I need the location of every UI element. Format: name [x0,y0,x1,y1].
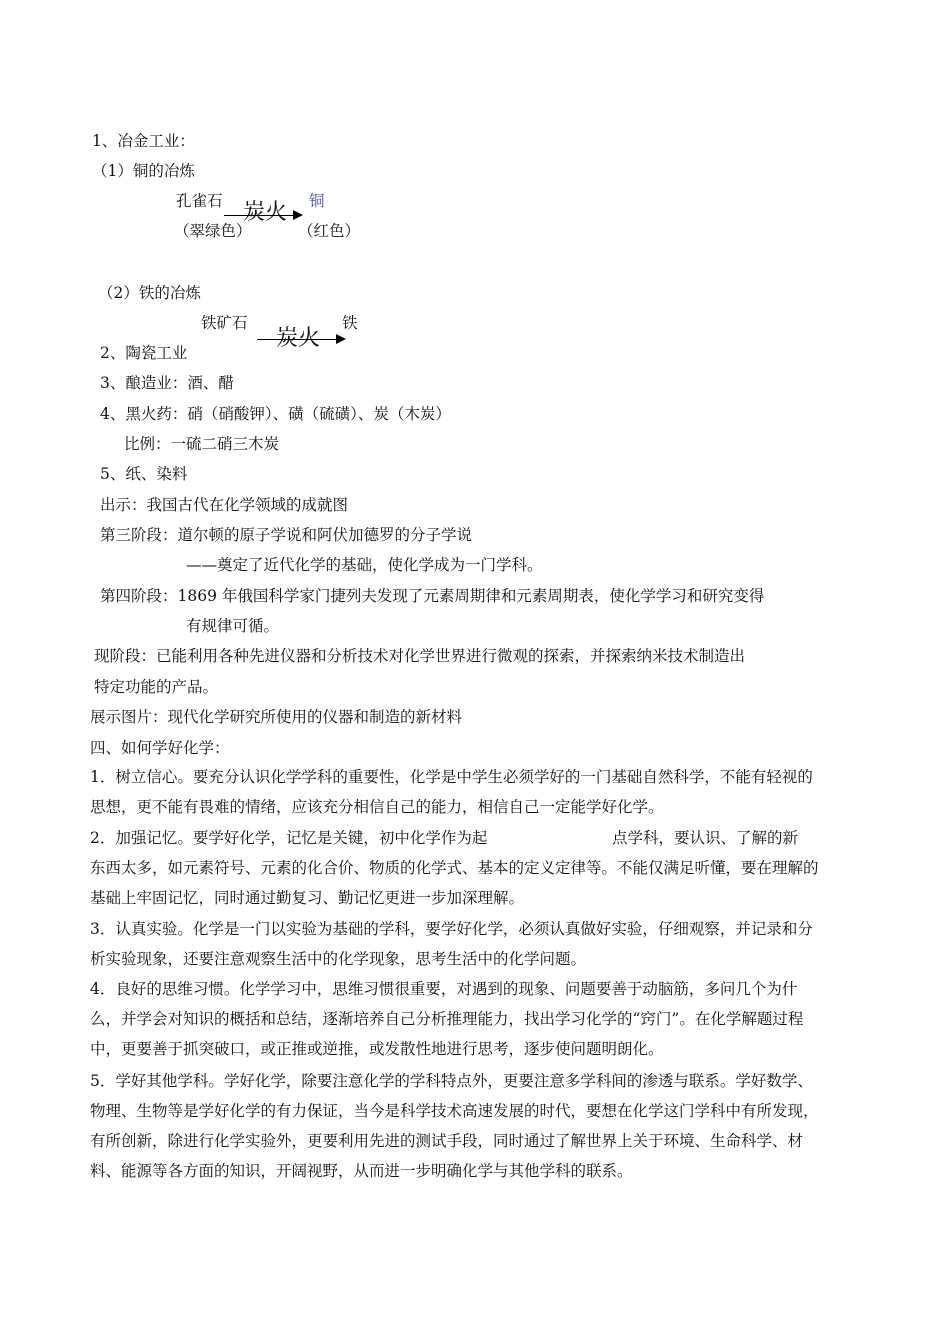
condition-charcoal-fire-2: 炭火 [276,326,321,351]
tip-other-subjects: 5．学好其他学科。学好化学，除要注意化学的学科特点外，更要注意多学科间的渗透与联系。学好数学、物理、生物等是学好化学的有力保证，当今是科学技术高速发展的时代，要想在化学这门学科中有所发现，有所创新，除进行化学实验外，更要利用先进的测试手段，同时通过了解世界上关于环境、生命科学、材料、能源等各方面的知识，开阔视野，从而进一步明确化学与其他学科的联系。 [90,1072,819,1180]
reaction-arrow [224,215,294,216]
reactant-iron-ore: 铁矿石 [201,314,248,332]
tip-memory-part1: 2．加强记忆。要学好化学，记忆是关键，初中化学作为起 [90,829,488,847]
stage-four: 第四阶段：1869 年俄国科学家门捷列夫发现了元素周期律和元素周期表，使化学学习和研究变得 [100,587,765,605]
stage-three: 第三阶段：道尔顿的原子学说和阿伏加德罗的分子学说 [100,526,473,544]
tip-experiments: 3．认真实验。化学是一门以实验为基础的学科，要学好化学，必须认真做好实验，仔细观察，并记录和分析实验现象，还要注意观察生活中的化学现象，思考生活中的化学问题。 [90,920,813,968]
item-brewing: 3、酿造业：酒、醋 [100,374,234,392]
tip-thinking-habits: 4．良好的思维习惯。化学学习中，思维习惯很重要，对遇到的现象、问题要善于动脑筋，多问几个为什么，并学会对知识的概括和总结，逐渐培养自己分析推理能力，找出学习化学的“窍门”。在化学解题过程中，更要善于抓突破口，或正推或逆推，或发散性地进行思考，逐步使问题明朗化。 [90,980,804,1058]
tip-memory-part3: 东西太多，如元素符号、元素的化合价、物质的化学式、基本的定义定律等。不能仅满足听懂，要在理解的基础上牢固记忆，同时通过勤复习、勤记忆更进一步加深理解。 [90,859,819,907]
reactant-malachite: 孔雀石 [176,192,223,210]
item-paper-dyes: 5、纸、染料 [100,465,188,483]
product-copper: 铜 [309,192,325,210]
heading-copper-smelting: （1）铜的冶炼 [92,162,195,180]
product-iron: 铁 [342,314,358,332]
tip-memory-part2: 点学科，要认识、了解的新 [612,829,799,847]
show-modern-images: 展示图片：现代化学研究所使用的仪器和制造的新材料 [90,708,463,726]
tip-confidence: 1．树立信心。要充分认识化学学科的重要性，化学是中学生必须学好的一门基础自然科学，不能有轻视的思想，更不能有畏难的情绪，应该充分相信自己的能力，相信自己一定能学好化学。 [90,768,813,816]
color-red: （红色） [298,222,361,240]
condition-charcoal-fire: 炭火 [243,200,288,225]
heading-how-to-learn: 四、如何学好化学： [90,739,230,757]
heading-metallurgy: 1、冶金工业： [92,132,195,150]
stage-three-detail: ——奠定了近代化学的基础，使化学成为一门学科。 [186,556,543,574]
current-stage: 现阶段：已能利用各种先进仪器和分析技术对化学世界进行微观的探索，并探索纳米技术制造出 [94,647,746,665]
stage-four-cont: 有规律可循。 [186,617,280,635]
reaction-arrow-2 [257,339,337,340]
gunpowder-ratio: 比例：一硫二硝三木炭 [124,435,280,453]
heading-iron-smelting: （2）铁的冶炼 [98,284,201,302]
color-emerald: （翠绿色） [174,222,252,240]
item-gunpowder: 4、黑火药：硝（硝酸钾）、磺（硫磺）、炭（木炭） [100,405,451,423]
current-stage-cont: 特定功能的产品。 [94,678,219,696]
show-achievements: 出示：我国古代在化学领域的成就图 [100,496,349,514]
item-ceramics: 2、陶瓷工业 [100,344,188,362]
